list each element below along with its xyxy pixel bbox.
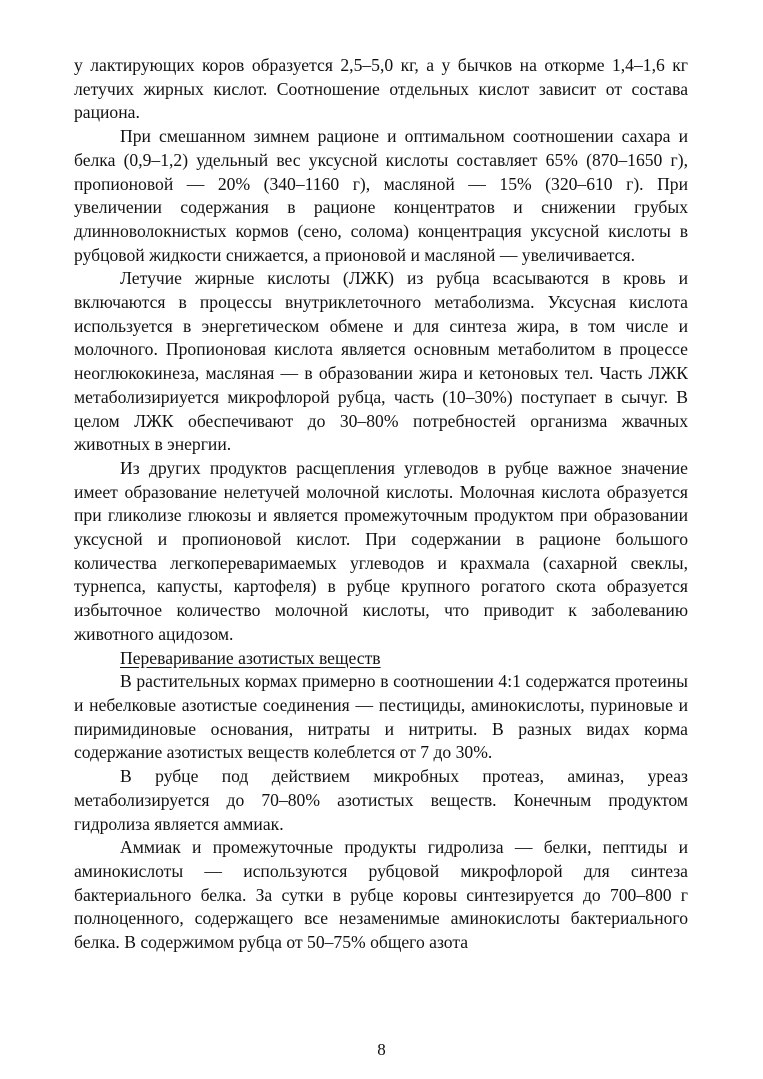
paragraph-volatile-fatty-acids: Летучие жирные кислоты (ЛЖК) из рубца всасываются в кровь и включаются в процессы внутриклеточного метаболизма. Уксусная кислота используется в энергетическом обмене и для синтеза жира, в том числе и молочного. Пропионовая кислота является основным метаболитом в процессе неоглюкокинеза, масляная — в образовании жира и кетоновых тел. Часть ЛЖК метаболизириуется микрофлорой рубца, часть (10–30%) поступает в сычуг. В целом ЛЖК обеспечивают до 30–80% потребностей организма жвачных животных в энергии. [74, 268, 688, 455]
paragraph-microbial-proteases: В рубце под действием микробных протеаз, аминаз, уреаз метаболизируется до 70–80% азотистых веществ. Конечным продуктом гидролиза является аммиак. [74, 766, 688, 834]
page-body [74, 54, 688, 955]
page-number: 8 [377, 1040, 386, 1059]
paragraph-acid-ratio: При смешанном зимнем рационе и оптимальном соотношении сахара и белка (0,9–1,2) удельный вес уксусной кислоты составляет 65% (870–1650 г), пропионовой — 20% (340–1160 г), масляной — 15% (320–610 г). При увеличении содержания в рационе концентратов и снижении грубых длинноволокнистых кормов (сено, солома) концентрация уксусной кислоты в рубцовой жидкости снижается, а прионовой и масляной — увеличивается. [74, 126, 688, 265]
paragraph-continuation: у лактирующих коров образуется 2,5–5,0 кг, а у бычков на откорме 1,4–1,6 кг летучих жирных кислот. Соотношение отдельных кислот зависит от состава рациона. [74, 55, 688, 123]
section-heading-text: Переваривание азотистых веществ [120, 647, 381, 668]
paragraph-nitrogen-compounds: В растительных кормах примерно в соотношении 4:1 содержатся протеины и небелковые азотистые соединения — пестициды, аминокислоты, пуриновые и пиримидиновые основания, нитраты и нитриты. В разных видах корма содержание азотистых веществ колеблется от 7 до 30%. [74, 671, 688, 763]
section-heading [74, 647, 688, 671]
paragraph-lactic-acid: Из других продуктов расщепления углеводов в рубце важное значение имеет образование нелетучей молочной кислоты. Молочная кислота образуется при гликолизе глюкозы и является промежуточным продуктом при образовании уксусной и пропионовой кислот. При содержании в рационе большого количества легкопереваримаемых углеводов и крахмала (сахарной свеклы, турнепса, капусты, картофеля) в рубце крупного рогатого скота образуется избыточное количество молочной кислоты, что приводит к заболеванию животного ацидозом. [74, 457, 688, 644]
paragraph-ammonia: Аммиак и промежуточные продукты гидролиза — белки, пептиды и аминокислоты — используются рубцовой микрофлорой для синтеза бактериального белка. За сутки в рубце коровы синтезируется до 700–800 г полноценного, содержащего все незаменимые аминокислоты бактериального белка. В содержимом рубца от 50–75% общего азота [74, 837, 688, 953]
